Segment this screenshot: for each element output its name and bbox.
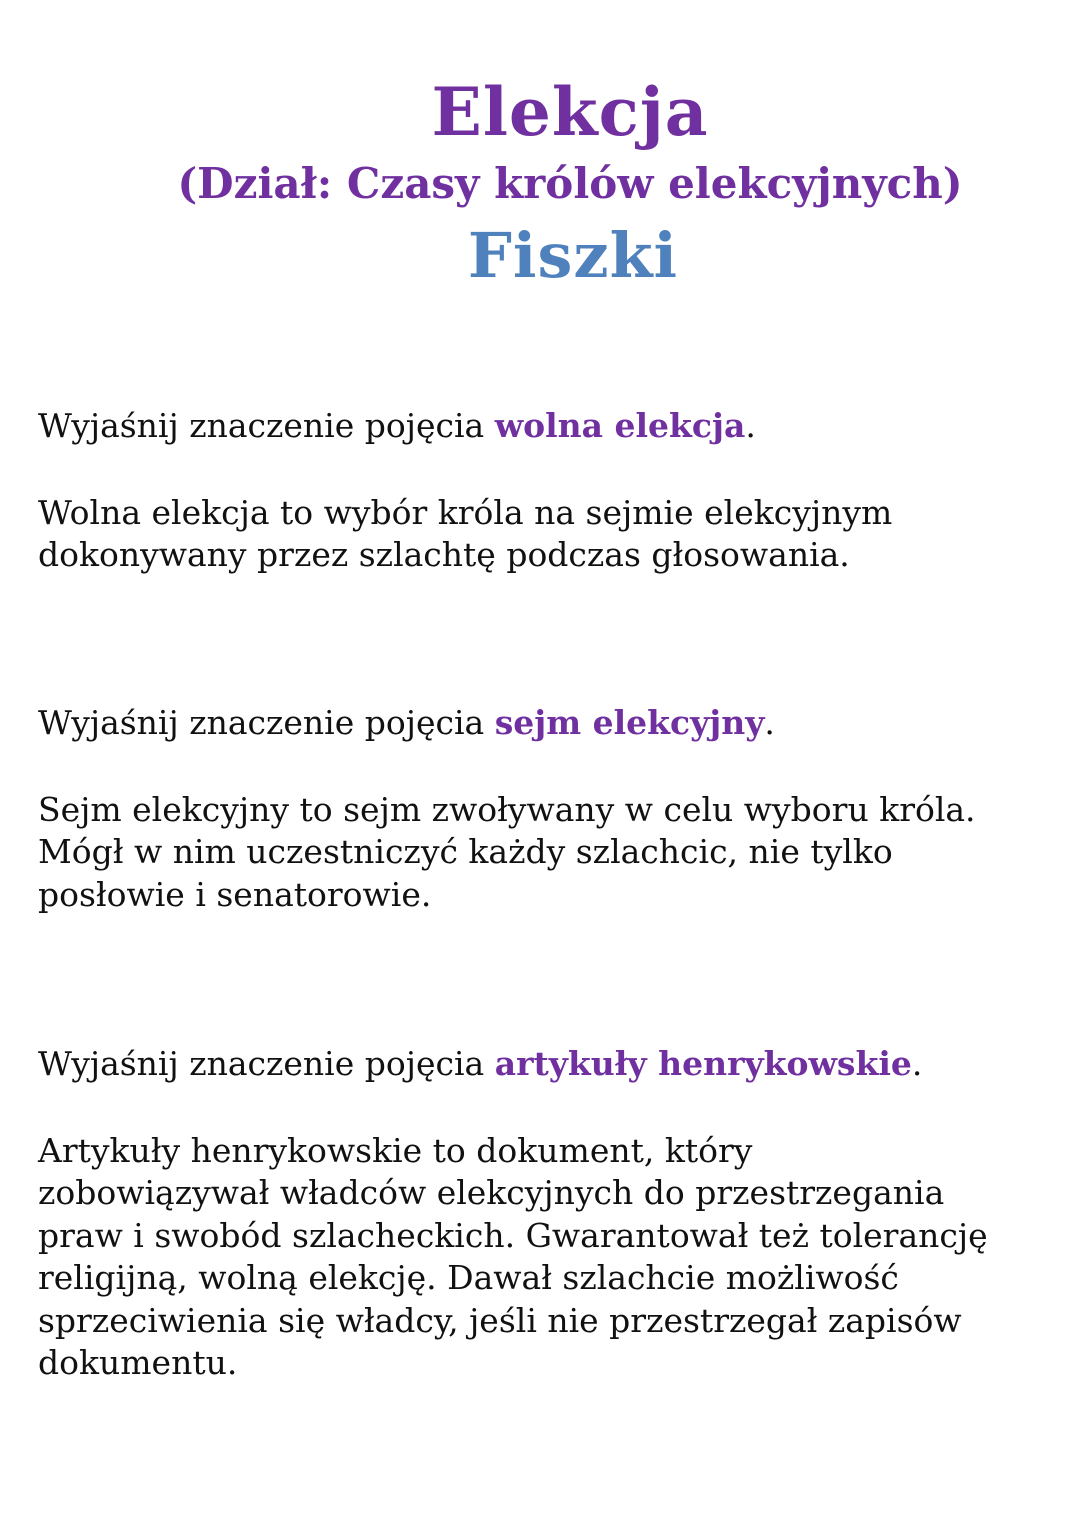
answer-line: Mógł w nim uczestniczyć każdy szlachcic, nie tylko — [38, 832, 893, 871]
answer-line: praw i swobód szlacheckich. Gwarantował też tolerancję — [38, 1215, 988, 1255]
answer-line: religijną, wolną elekcję. Dawał szlachcie możliwość — [38, 1258, 899, 1297]
question-suffix: . — [745, 406, 756, 445]
flashcard-1 — [38, 405, 1048, 577]
answer-line: Artykuły henrykowskie to dokument, który — [38, 1130, 753, 1170]
answer-line: posłowie i senatorowie. — [38, 874, 432, 914]
flashcard-question — [38, 1043, 1048, 1086]
flashcard-question — [38, 702, 1048, 745]
page-label: Fiszki — [467, 219, 679, 292]
page-title: Elekcja — [431, 73, 709, 151]
question-prefix: Wyjaśnij znaczenie pojęcia — [38, 1044, 495, 1083]
question-term: artykuły henrykowskie — [494, 1044, 912, 1083]
answer-line: sprzeciwienia się władcy, jeśli nie przestrzegał zapisów — [38, 1300, 962, 1340]
answer-line: dokonywany przez szlachtę podczas głosowania. — [38, 535, 850, 574]
flashcard-question — [38, 405, 1048, 448]
answer-line: dokumentu. — [38, 1343, 238, 1382]
question-term: wolna elekcja — [494, 406, 746, 445]
answer-line: Sejm elekcyjny to sejm zwoływany w celu wyboru króla. — [38, 789, 976, 829]
flashcard-answer — [38, 1130, 1048, 1385]
question-prefix: Wyjaśnij znaczenie pojęcia — [38, 406, 495, 445]
question-suffix: . — [911, 1044, 923, 1083]
flashcard-answer — [38, 492, 1048, 577]
flashcard-3 — [38, 1043, 1048, 1385]
flashcard-2 — [38, 702, 1048, 916]
answer-line: zobowiązywał władców elekcyjnych do przestrzegania — [38, 1173, 945, 1212]
answer-line: Wolna elekcja to wybór króla na sejmie elekcyjnym — [38, 492, 893, 532]
question-prefix: Wyjaśnij znaczenie pojęcia — [38, 703, 495, 742]
question-suffix: . — [764, 703, 775, 742]
question-term: sejm elekcyjny — [494, 703, 765, 742]
flashcard-answer — [38, 789, 1048, 917]
page-subtitle: (Dział: Czasy królów elekcyjnych) — [177, 159, 963, 208]
